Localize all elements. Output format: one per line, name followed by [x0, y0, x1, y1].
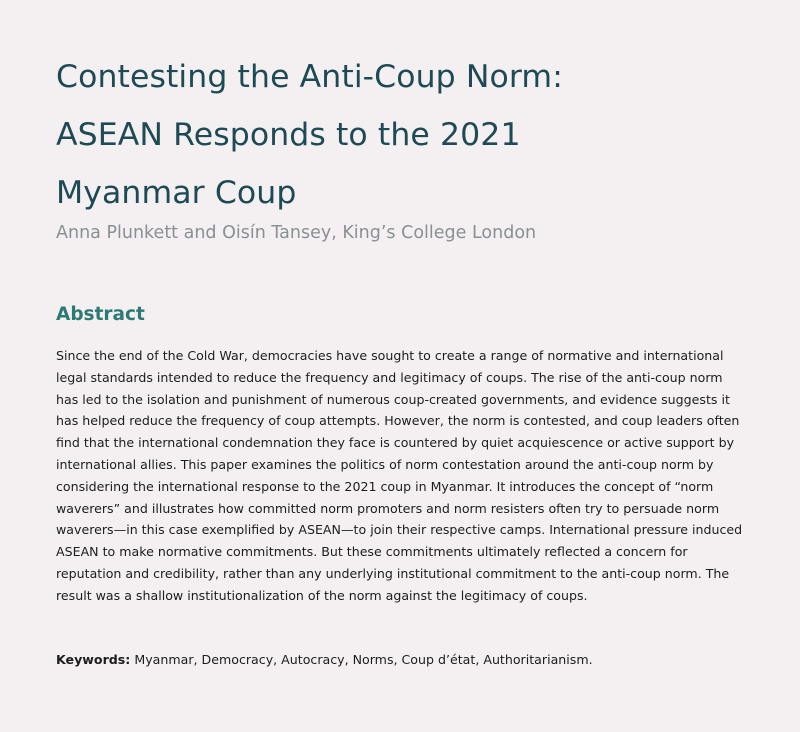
title-line: Myanmar Coup — [56, 175, 297, 211]
abstract-heading: Abstract — [56, 304, 145, 325]
paper-title — [56, 48, 746, 222]
title-line: Contesting the Anti-Coup Norm: — [56, 59, 563, 95]
keywords-list: Myanmar, Democracy, Autocracy, Norms, Coup d’état, Authoritarianism. — [130, 652, 593, 667]
abstract-text: Since the end of the Cold War, democracies have sought to create a range of normative and international legal standards intended to reduce the frequency and legitimacy of coups. The rise of the anti-coup norm has led to the isolation and punishment of numerous coup-created governments, and evidence suggests it has helped reduce the frequency of coup attempts. However, the norm is contested, and coup leaders often find that the international condemnation they face is countered by quiet acquiescence or active support by international allies. This paper examines the politics of norm contestation around the anti-coup norm by considering the international response to the 2021 coup in Myanmar. It introduces the concept of “norm waverers” and illustrates how committed norm promoters and norm resisters often try to persuade norm waverers—in this case exemplified by ASEAN—to join their respective camps. International pressure induced ASEAN to make normative commitments. But these commitments ultimately reflected a concern for reputation and credibility, rather than any underlying institutional commitment to the anti-coup norm. The result was a shallow institutionalization of the norm against the legitimacy of coups. — [56, 348, 743, 603]
author-line: Anna Plunkett and Oisín Tansey, King’s College London — [56, 223, 537, 243]
paper-page — [56, 48, 746, 667]
keywords-line — [56, 650, 746, 670]
title-line: ASEAN Responds to the 2021 — [56, 117, 521, 153]
keywords-label: Keywords: — [56, 652, 131, 667]
